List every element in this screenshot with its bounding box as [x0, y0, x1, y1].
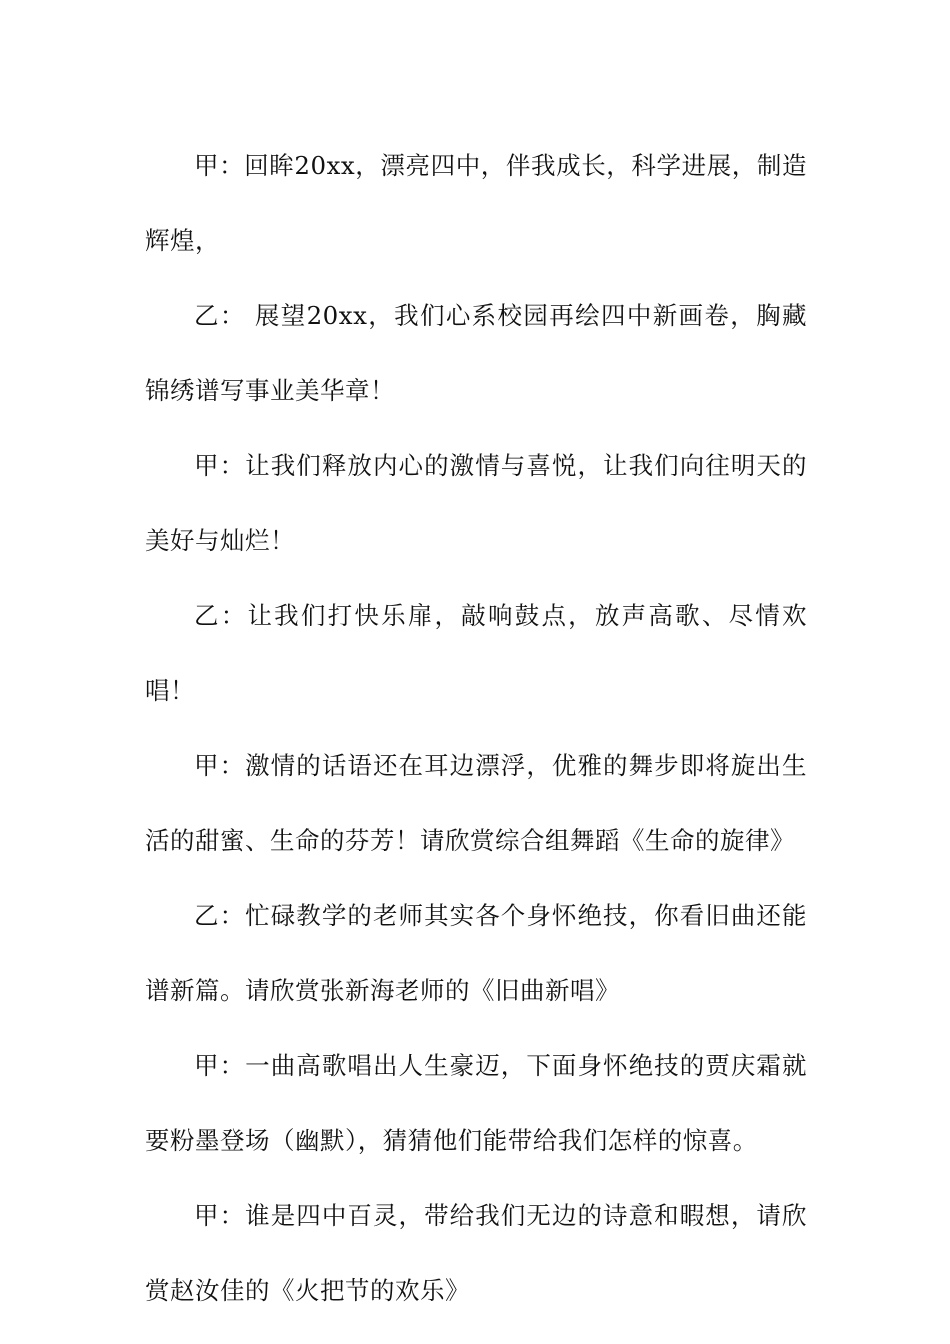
paragraph-1: 甲：回眸20xx，漂亮四中，伴我成长，科学进展，制造辉煌，	[145, 151, 807, 255]
paragraph-3: 甲：让我们释放内心的激情与喜悦，让我们向往明天的美好与灿烂！	[145, 451, 807, 555]
paragraph-6: 乙：忙碌教学的老师其实各个身怀绝技，你看旧曲还能谱新篇。请欣赏张新海老师的《旧曲新唱》	[145, 901, 807, 1005]
paragraph-8: 甲：谁是四中百灵，带给我们无边的诗意和暇想，请欣赏赵汝佳的《火把节的欢乐》	[145, 1201, 807, 1305]
paragraph-5: 甲：激情的话语还在耳边漂浮，优雅的舞步即将旋出生活的甜蜜、生命的芬芳！请欣赏综合组舞蹈《生命的旋律》	[145, 751, 807, 855]
paragraph-4: 乙：让我们打快乐扉，敲响鼓点，放声高歌、尽情欢唱！	[145, 601, 807, 705]
paragraph-7: 甲：一曲高歌唱出人生豪迈，下面身怀绝技的贾庆霜就要粉墨登场（幽默），猜猜他们能带给我们怎样的惊喜。	[145, 1051, 807, 1155]
document-body	[145, 128, 807, 1328]
paragraph-2: 乙： 展望20xx，我们心系校园再绘四中新画卷，胸藏锦绣谱写事业美华章！	[145, 301, 807, 405]
